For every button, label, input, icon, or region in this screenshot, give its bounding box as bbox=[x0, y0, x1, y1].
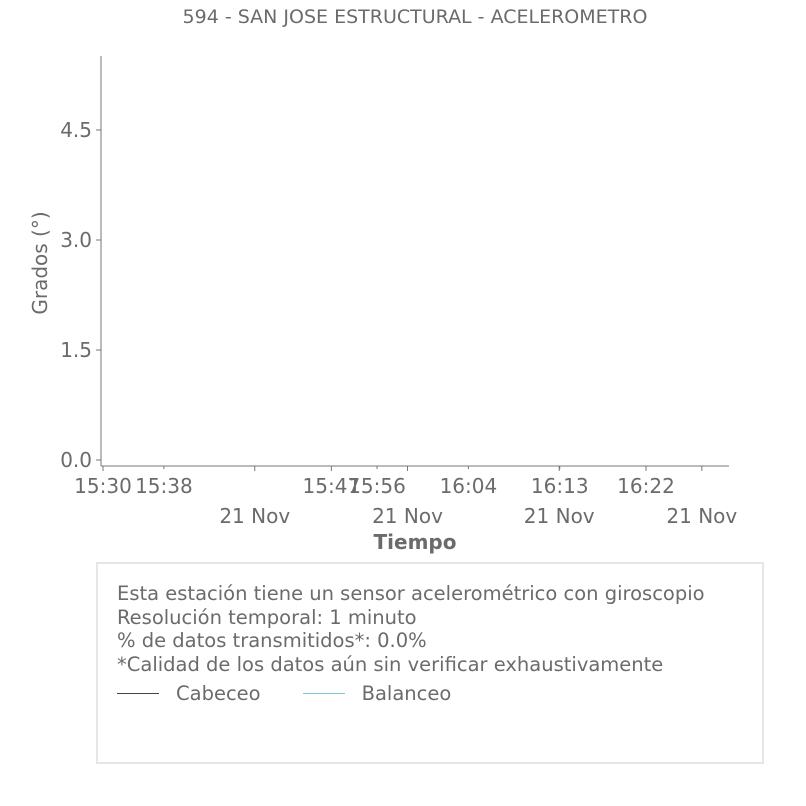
legend-swatch-balanceo bbox=[303, 693, 345, 694]
x-minor-tick-label: 16:04 bbox=[439, 474, 498, 498]
y-axis-title: Grados (°) bbox=[28, 211, 52, 315]
x-tick-label: 15:30 bbox=[74, 474, 132, 498]
x-tick-date-label: 21 Nov bbox=[523, 504, 595, 528]
legend-item-cabeceo bbox=[117, 682, 261, 705]
info-sensor-line: Esta estación tiene un sensor acelerométrico con giroscopio bbox=[117, 582, 705, 605]
legend-label-cabeceo: Cabeceo bbox=[176, 682, 261, 705]
x-minor-tick-label: 15:38 bbox=[135, 474, 193, 498]
info-resolution-line: Resolución temporal: 1 minuto bbox=[117, 605, 417, 629]
legend bbox=[117, 682, 493, 705]
x-tick-label: 16:22 bbox=[617, 474, 675, 498]
y-tick-label: 1.5 bbox=[60, 338, 92, 362]
axes bbox=[101, 56, 729, 466]
legend-label-balanceo: Balanceo bbox=[361, 682, 452, 705]
x-minor-tick-label: 16:13 bbox=[530, 474, 589, 498]
y-ticks bbox=[60, 118, 101, 472]
x-ticks bbox=[74, 466, 737, 528]
y-tick-label: 4.5 bbox=[60, 118, 92, 142]
legend-swatch-cabeceo bbox=[117, 693, 159, 694]
info-transmitted-line: % de datos transmitidos*: 0.0% bbox=[117, 629, 427, 653]
info-quality-line: *Calidad de los datos aún sin verificar exhaustivamente bbox=[117, 653, 664, 677]
x-tick-date-label: 21 Nov bbox=[219, 504, 291, 528]
y-tick-label: 3.0 bbox=[60, 228, 92, 252]
legend-item-balanceo bbox=[303, 682, 452, 705]
y-tick-label: 0.0 bbox=[60, 448, 92, 472]
x-tick-date-label: 21 Nov bbox=[372, 504, 443, 528]
x-minor-tick-label: 15:56 bbox=[348, 474, 406, 498]
info-lines bbox=[117, 582, 705, 677]
info-box bbox=[96, 562, 764, 764]
x-axis-title: Tiempo bbox=[373, 530, 457, 554]
chart-title: 594 - SAN JOSE ESTRUCTURAL - ACELEROMETRO bbox=[182, 6, 648, 28]
x-tick-date-label: 21 Nov bbox=[666, 504, 738, 528]
x-tick-label: 15:47 bbox=[302, 474, 361, 498]
